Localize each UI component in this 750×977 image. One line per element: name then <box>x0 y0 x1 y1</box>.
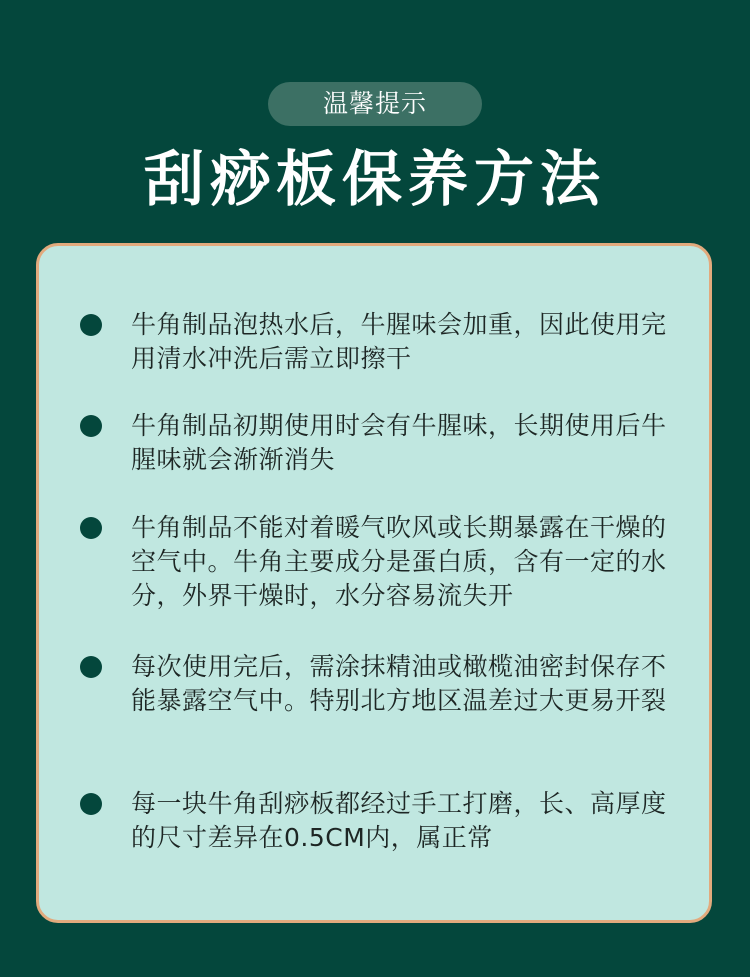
tips-card <box>36 243 712 923</box>
tip-text: 每次使用完后，需涂抹精油或橄榄油密封保存不能暴露空气中。特别北方地区温差过大更易开裂 <box>131 652 667 715</box>
bullet-dot-icon <box>80 656 102 678</box>
bullet-dot-icon <box>80 517 102 539</box>
tip-badge: 温馨提示 <box>268 82 482 126</box>
bullet-dot-icon <box>80 415 102 437</box>
tip-text: 每一块牛角刮痧板都经过手工打磨，长、高厚度的尺寸差异在0.5CM内，属正常 <box>131 789 667 852</box>
tip-text: 牛角制品泡热水后，牛腥味会加重，因此使用完用清水冲洗后需立即擦干 <box>131 310 667 373</box>
bullet-dot-icon <box>80 314 102 336</box>
bullet-dot-icon <box>80 793 102 815</box>
page-title: 刮痧板保养方法 <box>144 145 606 215</box>
tip-text: 牛角制品初期使用时会有牛腥味，长期使用后牛腥味就会渐渐消失 <box>131 411 667 474</box>
tip-text: 牛角制品不能对着暖气吹风或长期暴露在干燥的空气中。牛角主要成分是蛋白质，含有一定的水分，外界干燥时，水分容易流失开 <box>131 513 667 610</box>
